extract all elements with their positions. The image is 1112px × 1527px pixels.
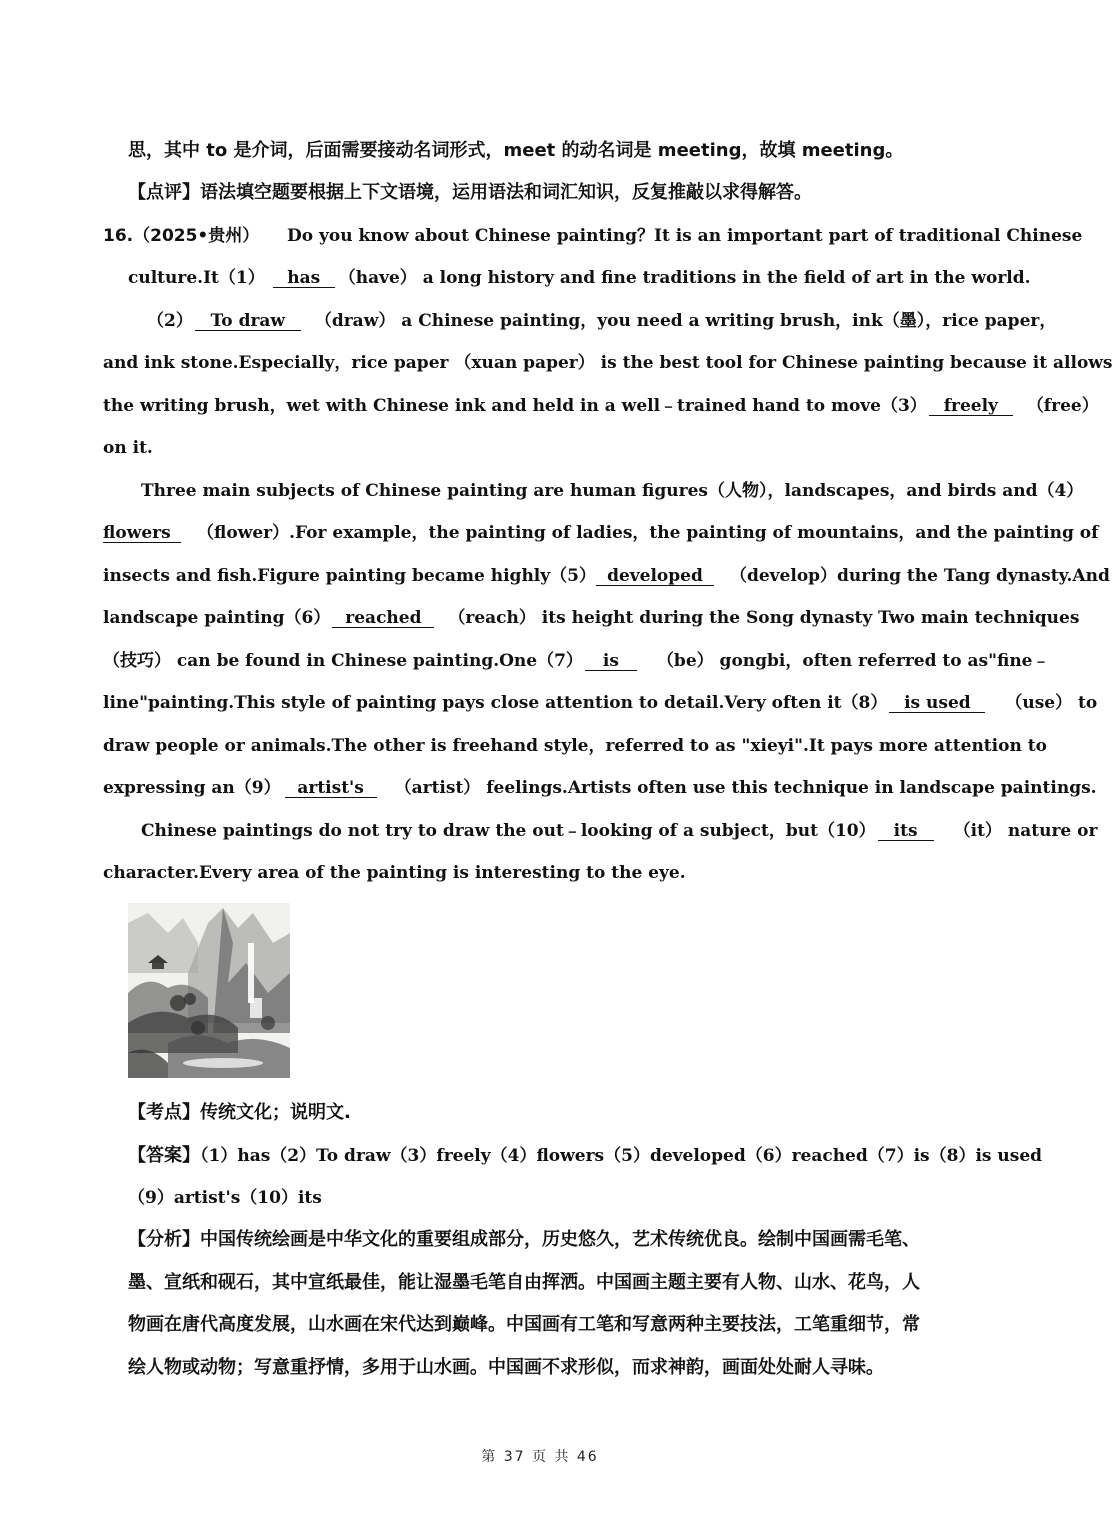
- kaodian-line: [128, 1102, 1003, 1124]
- q16-line-11: [103, 650, 1050, 672]
- fenxi-line-2: 墨、宣纸和砚石，其中宣纸最佳，能让湿墨毛笔自由挥洒。中国画主题主要有人物、山水、花鸟，人: [128, 1272, 920, 1293]
- q16-text: landscape painting（6）: [103, 608, 331, 628]
- answer-line-1: [128, 1145, 1043, 1167]
- prev-explanation-line: 思，其中 to 是介词，后面需要接动名词形式，meet 的动名词是 meeting，故填 meeting。: [128, 140, 904, 161]
- q16-line-10: [103, 607, 1080, 629]
- q16-line-4: and ink stone.Especially，rice paper （xuan paper） is the best tool for Chinese painting because it allows: [103, 353, 1112, 373]
- chinese-landscape-painting-image: [128, 903, 290, 1078]
- q16-text: （have） a long history and fine traditions in the field of art in the world.: [338, 268, 1031, 288]
- answer-tag: 【答案】: [128, 1145, 200, 1166]
- page-footer: 第 37 页 共 46: [481, 1449, 599, 1465]
- q16-line-8: [103, 522, 1099, 544]
- q16-line-13: draw people or animals.The other is freehand style，referred to as "xieyi".It pays more attention to: [103, 736, 1047, 756]
- q16-text: （reach） its height during the Song dynasty Two main techniques: [448, 608, 1080, 628]
- q16-text: Do you know about Chinese painting？It is an important part of traditional Chinese: [287, 226, 1083, 246]
- fenxi-line-3: 物画在唐代高度发展，山水画在宋代达到巅峰。中国画有工笔和写意两种主要技法，工笔重细节，常: [128, 1314, 920, 1335]
- q16-line-12: [103, 692, 1098, 714]
- blank-4-answer: flowers: [103, 524, 181, 543]
- q16-line-3: [147, 310, 1057, 332]
- q16-text: （artist） feelings.Artists often use this technique in landscape paintings.: [394, 778, 1097, 798]
- blank-3-answer: freely: [929, 397, 1013, 416]
- q16-text: （use） to: [1005, 693, 1098, 713]
- q16-line-16: character.Every area of the painting is interesting to the eye.: [103, 863, 686, 883]
- q16-text: （be） gongbi，often referred to as"fine﹣: [656, 651, 1050, 671]
- q16-text: （2）: [147, 311, 193, 331]
- q16-text: the writing brush，wet with Chinese ink and held in a well﹣trained hand to move（3）: [103, 396, 927, 416]
- q16-line-15: [141, 820, 1098, 842]
- q16-text: Chinese paintings do not try to draw the out﹣looking of a subject，but（10）: [141, 821, 876, 841]
- q16-text: line"painting.This style of painting pays close attention to detail.Very often it（8）: [103, 693, 888, 713]
- kaodian-tag: 【考点】: [128, 1102, 200, 1123]
- q16-line-6: on it.: [103, 438, 153, 458]
- q16-text: expressing an（9）: [103, 778, 281, 798]
- fenxi-text: 中国传统绘画是中华文化的重要组成部分，历史悠久，艺术传统优良。绘制中国画需毛笔、: [200, 1229, 920, 1250]
- blank-9-answer: artist's: [285, 779, 377, 798]
- fenxi-tag: 【分析】: [128, 1229, 200, 1250]
- q16-line-2: [128, 267, 1031, 289]
- q16-line-14: [103, 777, 1097, 799]
- answer-line-2: （9）artist's（10）its: [128, 1188, 322, 1208]
- q16-text: （技巧） can be found in Chinese painting.One（7）: [103, 651, 583, 671]
- blank-5-answer: developed: [596, 567, 714, 586]
- comment-text: 语法填空题要根据上下文语境，运用语法和词汇知识，反复推敲以求得解答。: [200, 182, 812, 203]
- blank-1-answer: has: [273, 269, 335, 288]
- answer-text: （1）has（2）To draw（3）freely（4）flowers（5）developed（6）reached（7）is（8）is used: [200, 1146, 1043, 1166]
- q16-text: （flower）.For example，the painting of ladies，the painting of mountains，and the painting of: [197, 523, 1099, 543]
- fenxi-line-1: [128, 1229, 1003, 1251]
- question-number: 16.（2025•贵州）: [103, 226, 260, 246]
- blank-8-answer: is used: [889, 694, 985, 713]
- q16-text: insects and fish.Figure painting became highly（5）: [103, 566, 596, 586]
- q16-text: culture.It（1）: [128, 268, 265, 288]
- q16-text: （it） nature or: [953, 821, 1098, 841]
- q16-line-5: [103, 395, 1099, 417]
- q16-line-9: [103, 565, 1110, 587]
- blank-6-answer: reached: [332, 609, 434, 628]
- prev-comment-line: [128, 182, 1003, 204]
- comment-tag: 【点评】: [128, 182, 200, 203]
- blank-7-answer: is: [585, 652, 637, 671]
- q16-text: （draw） a Chinese painting，you need a writing brush，ink（墨），rice paper，: [314, 311, 1057, 331]
- q16-line-7: Three main subjects of Chinese painting are human figures（人物），landscapes，and birds and（4）: [141, 481, 1084, 501]
- q16-text: （free）: [1026, 396, 1099, 416]
- q16-text: （develop）during the Tang dynasty.And: [729, 566, 1110, 586]
- kaodian-text: 传统文化；说明文.: [200, 1102, 351, 1123]
- fenxi-line-4: 绘人物或动物；写意重抒情，多用于山水画。中国画不求形似，而求神韵，画面处处耐人寻味。: [128, 1357, 884, 1378]
- q16-line-1: [103, 225, 1083, 247]
- blank-2-answer: To draw: [195, 312, 301, 331]
- blank-10-answer: its: [878, 822, 934, 841]
